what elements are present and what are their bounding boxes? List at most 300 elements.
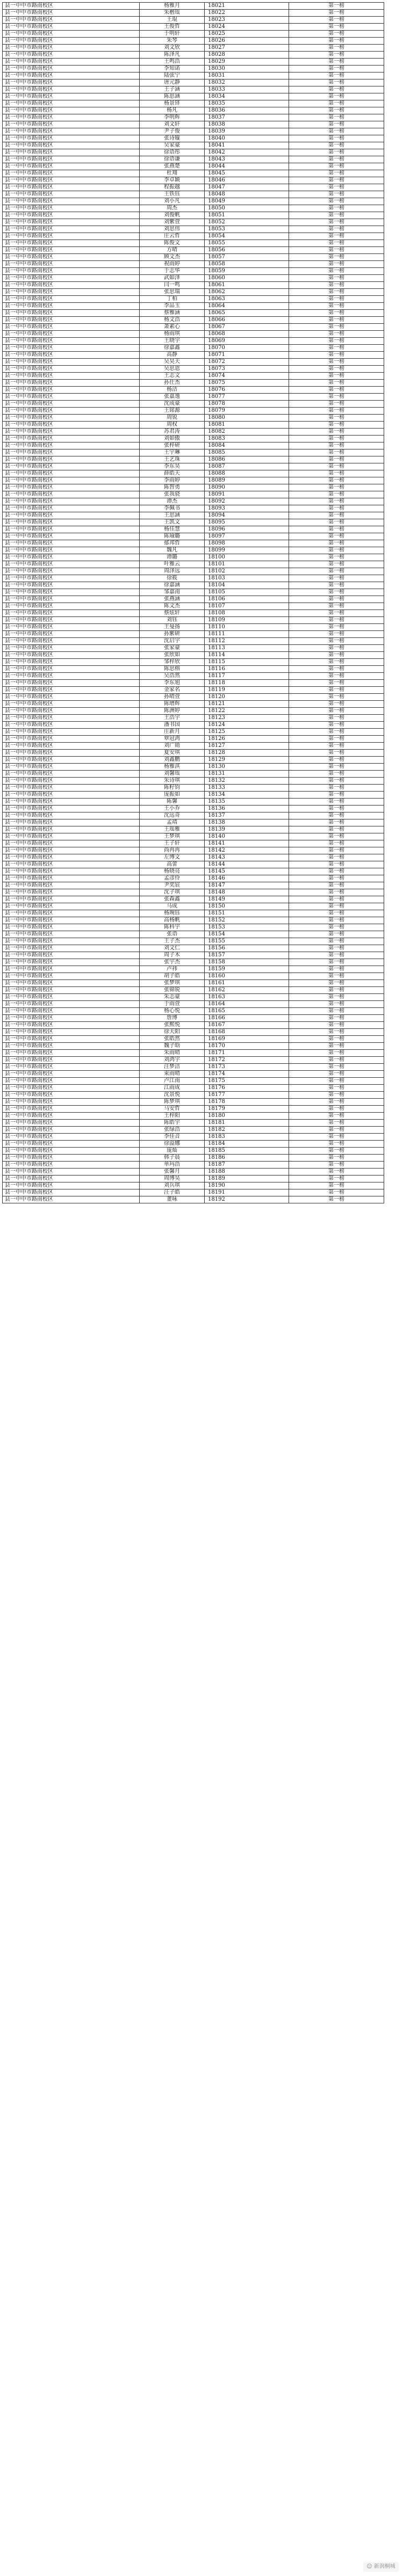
school-cell: 县一中中市路南校区 [3,86,140,93]
exam-number-cell: 18022 [205,10,289,17]
name-cell: 方晴 [140,247,205,254]
name-cell: 张诗璇 [140,135,205,142]
name-cell: 刘兵琪 [140,1182,205,1189]
table-row [3,442,384,449]
rank-batch-cell: 第一榜 [289,505,384,512]
school-cell: 县一中中市路南校区 [3,408,140,415]
exam-number-cell: 18059 [205,268,289,275]
exam-number-cell: 18031 [205,72,289,79]
school-cell: 县一中中市路南校区 [3,771,140,778]
school-cell: 县一中中市路南校区 [3,917,140,924]
school-cell: 县一中中市路南校区 [3,1029,140,1036]
school-cell: 县一中中市路南校区 [3,603,140,610]
table-row [3,1113,384,1120]
exam-number-cell: 18055 [205,240,289,247]
table-row [3,366,384,373]
name-cell: 刘如傲 [140,436,205,442]
school-cell: 县一中中市路南校区 [3,282,140,289]
rank-batch-cell: 第一榜 [289,945,384,952]
table-row [3,93,384,100]
school-cell: 县一中中市路南校区 [3,785,140,792]
name-cell: 周泽远 [140,568,205,575]
rank-batch-cell: 第一榜 [289,917,384,924]
name-cell: 高蕾 [140,861,205,868]
exam-number-cell: 18137 [205,812,289,819]
rank-batch-cell: 第一榜 [289,317,384,324]
exam-number-cell: 18090 [205,484,289,491]
school-cell: 县一中中市路南校区 [3,833,140,840]
exam-number-cell: 18107 [205,603,289,610]
table-row [3,743,384,750]
name-cell: 王子杰 [140,938,205,945]
name-cell: 卢江南 [140,1078,205,1085]
rank-batch-cell: 第一榜 [289,631,384,638]
school-cell: 县一中中市路南校区 [3,617,140,624]
rank-batch-cell: 第一榜 [289,799,384,806]
table-row [3,882,384,889]
table-row [3,66,384,72]
school-cell: 县一中中市路南校区 [3,317,140,324]
rank-batch-cell: 第一榜 [289,1071,384,1078]
table-row [3,484,384,491]
table-row [3,45,384,52]
rank-batch-cell: 第一榜 [289,840,384,847]
table-row [3,715,384,722]
table-row [3,596,384,603]
school-cell: 县一中中市路南校区 [3,66,140,72]
school-cell: 县一中中市路南校区 [3,442,140,449]
exam-number-cell: 18110 [205,624,289,631]
rank-batch-cell: 第一榜 [289,1127,384,1134]
school-cell: 县一中中市路南校区 [3,966,140,973]
rank-batch-cell: 第一榜 [289,847,384,854]
rank-batch-cell: 第一榜 [289,79,384,86]
rank-batch-cell: 第一榜 [289,987,384,994]
table-row [3,449,384,456]
school-cell: 县一中中市路南校区 [3,205,140,212]
name-cell: 于明轩 [140,31,205,38]
school-cell: 县一中中市路南校区 [3,463,140,470]
school-cell: 县一中中市路南校区 [3,128,140,135]
name-cell: 孙紫研 [140,631,205,638]
school-cell: 县一中中市路南校区 [3,93,140,100]
table-row [3,666,384,673]
school-cell: 县一中中市路南校区 [3,910,140,917]
school-cell: 县一中中市路南校区 [3,498,140,505]
school-cell: 县一中中市路南校区 [3,72,140,79]
table-row [3,149,384,156]
exam-number-cell: 18164 [205,1001,289,1008]
name-cell: 李佳音 [140,1134,205,1141]
rank-batch-cell: 第一榜 [289,1029,384,1036]
rank-batch-cell: 第一榜 [289,966,384,973]
school-cell: 县一中中市路南校区 [3,540,140,547]
exam-number-cell: 18140 [205,833,289,840]
exam-number-cell: 18192 [205,1196,289,1203]
exam-number-cell: 18036 [205,107,289,114]
table-row [3,680,384,687]
school-cell: 县一中中市路南校区 [3,366,140,373]
exam-number-cell: 18101 [205,561,289,568]
rank-batch-cell: 第一榜 [289,680,384,687]
rank-batch-cell: 第一榜 [289,93,384,100]
school-cell: 县一中中市路南校区 [3,449,140,456]
exam-number-cell: 18128 [205,750,289,757]
table-row [3,142,384,149]
rank-batch-cell: 第一榜 [289,652,384,659]
exam-number-cell: 18035 [205,100,289,107]
table-row [3,610,384,617]
table-row [3,135,384,142]
name-cell: 王凯文 [140,519,205,526]
school-cell: 县一中中市路南校区 [3,275,140,282]
table-row [3,603,384,610]
exam-number-cell: 18153 [205,924,289,931]
name-cell: 徐筱 [140,575,205,582]
exam-number-cell: 18127 [205,743,289,750]
school-cell: 县一中中市路南校区 [3,114,140,121]
exam-number-cell: 18021 [205,3,289,10]
exam-number-cell: 18087 [205,463,289,470]
rank-batch-cell: 第一榜 [289,310,384,317]
exam-number-cell: 18028 [205,52,289,59]
table-row [3,840,384,847]
table-row [3,938,384,945]
exam-number-cell: 18083 [205,436,289,442]
exam-number-cell: 18182 [205,1127,289,1134]
name-cell: 魏子晗 [140,1043,205,1050]
name-cell: 陈增辉 [140,701,205,708]
school-cell: 县一中中市路南校区 [3,687,140,694]
table-row [3,924,384,931]
exam-number-cell: 18178 [205,1099,289,1106]
name-cell: 郁邦哲 [140,540,205,547]
exam-number-cell: 18088 [205,470,289,477]
exam-number-cell: 18042 [205,149,289,156]
table-row [3,1071,384,1078]
name-cell: 徐天阳 [140,1029,205,1036]
name-cell: 朱诗琪 [140,778,205,785]
name-cell: 庞振如 [140,792,205,799]
table-row [3,750,384,757]
school-cell: 县一中中市路南校区 [3,1148,140,1155]
table-row [3,722,384,729]
exam-number-cell: 18040 [205,135,289,142]
name-cell: 沈景悦 [140,1092,205,1099]
name-cell: 刘广勋 [140,743,205,750]
name-cell: 徐嘉涵 [140,582,205,589]
school-cell: 县一中中市路南校区 [3,436,140,442]
school-cell: 县一中中市路南校区 [3,1175,140,1182]
school-cell: 县一中中市路南校区 [3,429,140,436]
table-row [3,645,384,652]
school-cell: 县一中中市路南校区 [3,491,140,498]
rank-batch-cell: 第一榜 [289,373,384,380]
exam-number-cell: 18079 [205,408,289,415]
name-cell: 刘文欣 [140,45,205,52]
name-cell: 李佩书 [140,505,205,512]
school-cell: 县一中中市路南校区 [3,107,140,114]
rank-batch-cell: 第一榜 [289,750,384,757]
table-row [3,401,384,408]
table-row [3,268,384,275]
table-row [3,799,384,806]
table-row [3,505,384,512]
table-row [3,52,384,59]
exam-number-cell: 18085 [205,449,289,456]
school-cell: 县一中中市路南校区 [3,470,140,477]
rank-batch-cell: 第一榜 [289,701,384,708]
school-cell: 县一中中市路南校区 [3,59,140,66]
exam-number-cell: 18129 [205,757,289,764]
name-cell: 王瑶雅 [140,826,205,833]
table-row [3,317,384,324]
table-row [3,86,384,93]
exam-number-cell: 18094 [205,512,289,519]
table-row [3,785,384,792]
exam-number-cell: 18124 [205,722,289,729]
table-row [3,561,384,568]
exam-number-cell: 18039 [205,128,289,135]
name-cell: 张燕涵 [140,596,205,603]
table-row [3,889,384,896]
rank-batch-cell: 第一榜 [289,896,384,903]
school-cell: 县一中中市路南校区 [3,1071,140,1078]
exam-number-cell: 18071 [205,352,289,359]
rank-batch-cell: 第一榜 [289,1189,384,1196]
table-row [3,477,384,484]
rank-batch-cell: 第一榜 [289,1008,384,1015]
exam-number-cell: 18154 [205,931,289,938]
school-cell: 县一中中市路南校区 [3,3,140,10]
exam-number-cell: 18069 [205,338,289,345]
rank-batch-cell: 第一榜 [289,812,384,819]
school-cell: 县一中中市路南校区 [3,568,140,575]
name-cell: 王艺珠 [140,456,205,463]
table-row [3,729,384,736]
exam-number-cell: 18179 [205,1106,289,1113]
exam-number-cell: 18177 [205,1092,289,1099]
table-row [3,533,384,540]
school-cell: 县一中中市路南校区 [3,10,140,17]
name-cell: 周权 [140,422,205,429]
rank-batch-cell: 第一榜 [289,240,384,247]
school-cell: 县一中中市路南校区 [3,1196,140,1203]
school-cell: 县一中中市路南校区 [3,1043,140,1050]
rank-batch-cell: 第一榜 [289,1099,384,1106]
school-cell: 县一中中市路南校区 [3,261,140,268]
table-row [3,72,384,79]
name-cell: 王晓宇 [140,338,205,345]
rank-batch-cell: 第一榜 [289,38,384,45]
exam-number-cell: 18061 [205,282,289,289]
name-cell: 刘俊帆 [140,212,205,219]
rank-batch-cell: 第一榜 [289,1022,384,1029]
rank-batch-cell: 第一榜 [289,128,384,135]
school-cell: 县一中中市路南校区 [3,792,140,799]
school-cell: 县一中中市路南校区 [3,729,140,736]
school-cell: 县一中中市路南校区 [3,45,140,52]
rank-batch-cell: 第一榜 [289,163,384,170]
table-row [3,1001,384,1008]
rank-batch-cell: 第一榜 [289,149,384,156]
rank-batch-cell: 第一榜 [289,387,384,394]
rank-batch-cell: 第一榜 [289,289,384,296]
table-row [3,792,384,799]
rank-batch-cell: 第一榜 [289,422,384,429]
name-cell: 吴思恩 [140,366,205,373]
exam-number-cell: 18096 [205,526,289,533]
rank-batch-cell: 第一榜 [289,589,384,596]
school-cell: 县一中中市路南校区 [3,352,140,359]
name-cell: 吴昊天 [140,359,205,366]
rank-batch-cell: 第一榜 [289,980,384,987]
name-cell: 沈子琪 [140,889,205,896]
school-cell: 县一中中市路南校区 [3,743,140,750]
rank-batch-cell: 第一榜 [289,135,384,142]
rank-batch-cell: 第一榜 [289,1196,384,1203]
school-cell: 县一中中市路南校区 [3,1113,140,1120]
rank-batch-cell: 第一榜 [289,177,384,184]
school-cell: 县一中中市路南校区 [3,610,140,617]
exam-number-cell: 18176 [205,1085,289,1092]
exam-number-cell: 18131 [205,771,289,778]
rank-batch-cell: 第一榜 [289,107,384,114]
rank-batch-cell: 第一榜 [289,254,384,261]
rank-batch-cell: 第一榜 [289,722,384,729]
exam-number-cell: 18166 [205,1015,289,1022]
name-cell: 孙仕杰 [140,380,205,387]
table-row [3,931,384,938]
exam-number-cell: 18038 [205,121,289,128]
table-row [3,875,384,882]
table-row [3,673,384,680]
exam-number-cell: 18052 [205,219,289,226]
school-cell: 县一中中市路南校区 [3,757,140,764]
name-cell: 王曼扬 [140,624,205,631]
rank-batch-cell: 第一榜 [289,568,384,575]
exam-number-cell: 18174 [205,1071,289,1078]
name-cell: 邹嘉南 [140,589,205,596]
table-row [3,1141,384,1148]
school-cell: 县一中中市路南校区 [3,149,140,156]
school-cell: 县一中中市路南校区 [3,303,140,310]
exam-number-cell: 18029 [205,59,289,66]
rank-batch-cell: 第一榜 [289,882,384,889]
table-row [3,408,384,415]
table-row [3,1078,384,1085]
rank-batch-cell: 第一榜 [289,617,384,624]
table-row [3,512,384,519]
table-row [3,1099,384,1106]
rank-batch-cell: 第一榜 [289,764,384,771]
name-cell: 潘书国 [140,722,205,729]
name-cell: 张森鑫 [140,896,205,903]
table-row [3,966,384,973]
name-cell: 庄云哲 [140,233,205,240]
name-cell: 刘钰 [140,617,205,624]
rank-batch-cell: 第一榜 [289,687,384,694]
school-cell: 县一中中市路南校区 [3,945,140,952]
exam-number-cell: 18086 [205,456,289,463]
table-row [3,373,384,380]
school-cell: 县一中中市路南校区 [3,959,140,966]
name-cell: 周锐 [140,415,205,422]
table-row [3,631,384,638]
table-row [3,107,384,114]
exam-number-cell: 18112 [205,638,289,645]
school-cell: 县一中中市路南校区 [3,819,140,826]
rank-batch-cell: 第一榜 [289,1050,384,1057]
exam-number-cell: 18146 [205,875,289,882]
name-cell: 刘小凡 [140,198,205,205]
rank-batch-cell: 第一榜 [289,875,384,882]
school-cell: 县一中中市路南校区 [3,226,140,233]
table-row [3,17,384,24]
exam-number-cell: 18156 [205,945,289,952]
school-cell: 县一中中市路南校区 [3,764,140,771]
exam-number-cell: 18045 [205,170,289,177]
name-cell: 吴浩然 [140,673,205,680]
table-row [3,1015,384,1022]
school-cell: 县一中中市路南校区 [3,456,140,463]
table-row [3,100,384,107]
school-cell: 县一中中市路南校区 [3,79,140,86]
table-row [3,659,384,666]
exam-number-cell: 18103 [205,575,289,582]
school-cell: 县一中中市路南校区 [3,422,140,429]
name-cell: 张熙悦 [140,1022,205,1029]
table-row [3,352,384,359]
exam-number-cell: 18046 [205,177,289,184]
table-row [3,1064,384,1071]
rank-batch-cell: 第一榜 [289,638,384,645]
exam-number-cell: 18145 [205,868,289,875]
rank-batch-cell: 第一榜 [289,394,384,401]
table-row [3,282,384,289]
school-cell: 县一中中市路南校区 [3,1036,140,1043]
table-row [3,1043,384,1050]
rank-batch-cell: 第一榜 [289,547,384,554]
rank-batch-cell: 第一榜 [289,645,384,652]
name-cell: 刘文轩 [140,121,205,128]
name-cell: 陈皓宇 [140,1120,205,1127]
school-cell: 县一中中市路南校区 [3,666,140,673]
school-cell: 县一中中市路南校区 [3,289,140,296]
exam-number-cell: 18169 [205,1036,289,1043]
name-cell: 王宇琳 [140,449,205,456]
rank-batch-cell: 第一榜 [289,743,384,750]
exam-number-cell: 18026 [205,38,289,45]
school-cell: 县一中中市路南校区 [3,1182,140,1189]
rank-batch-cell: 第一榜 [289,1036,384,1043]
table-row [3,170,384,177]
exam-number-cell: 18150 [205,903,289,910]
rank-batch-cell: 第一榜 [289,1001,384,1008]
exam-number-cell: 18076 [205,387,289,394]
table-row [3,463,384,470]
name-cell: 陈泽凡 [140,52,205,59]
rank-batch-cell: 第一榜 [289,1175,384,1182]
school-cell: 县一中中市路南校区 [3,142,140,149]
rank-batch-cell: 第一榜 [289,212,384,219]
table-row [3,1008,384,1015]
exam-number-cell: 18050 [205,205,289,212]
name-cell: 刘鑫鹏 [140,757,205,764]
school-cell: 县一中中市路南校区 [3,1085,140,1092]
name-cell: 王梦琪 [140,833,205,840]
school-cell: 县一中中市路南校区 [3,387,140,394]
